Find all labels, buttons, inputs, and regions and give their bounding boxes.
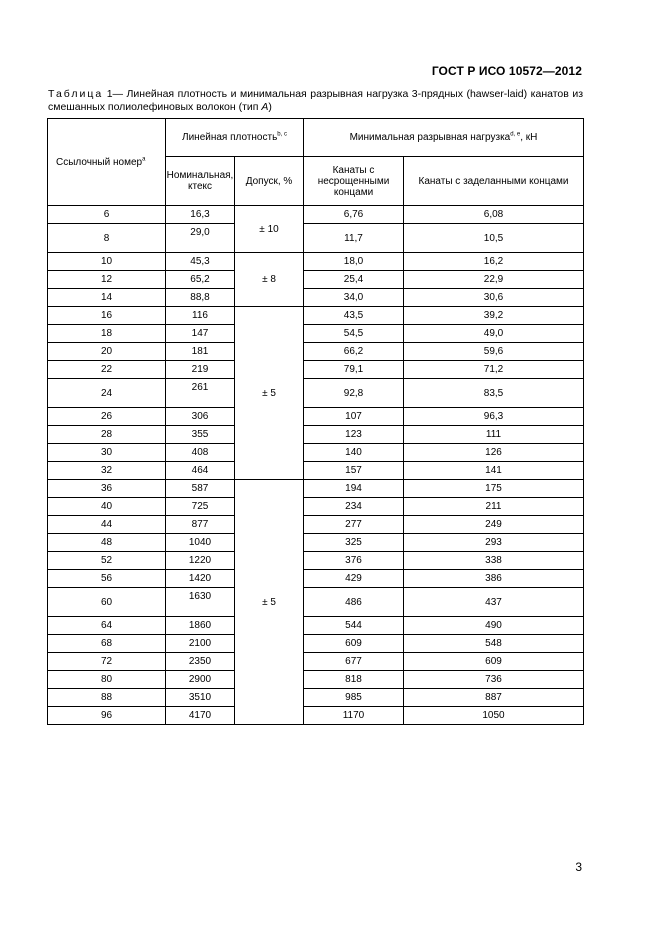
table-cell: 36 — [48, 480, 166, 498]
table-cell: 68 — [48, 635, 166, 653]
table-cell: 293 — [404, 534, 584, 552]
table-cell: 49,0 — [404, 325, 584, 343]
table-cell: 261 — [166, 379, 235, 408]
table-row — [48, 343, 584, 361]
table-cell: 56 — [48, 570, 166, 588]
table-cell: 6,76 — [304, 206, 404, 224]
table-cell: 2100 — [166, 635, 235, 653]
table-cell: 45,3 — [166, 253, 235, 271]
caption-number: 1 — [106, 88, 113, 100]
table-cell: 71,2 — [404, 361, 584, 379]
header-nominal: Номинальная, ктекс — [166, 157, 235, 206]
table-cell: 22 — [48, 361, 166, 379]
table-cell: 1420 — [166, 570, 235, 588]
table-cell: 20 — [48, 343, 166, 361]
table-cell: 30,6 — [404, 289, 584, 307]
caption-closing: ) — [268, 101, 272, 113]
table-cell: 429 — [304, 570, 404, 588]
table-cell: 54,5 — [304, 325, 404, 343]
table-cell: 44 — [48, 516, 166, 534]
table-cell: 39,2 — [404, 307, 584, 325]
table-cell: 1170 — [304, 707, 404, 725]
table-cell: 3510 — [166, 689, 235, 707]
table-cell: 10 — [48, 253, 166, 271]
table-cell: 544 — [304, 617, 404, 635]
table-row — [48, 588, 584, 617]
table-cell: 2350 — [166, 653, 235, 671]
table-cell: 181 — [166, 343, 235, 361]
header-min-breaking-load: Минимальная разрывная нагрузка$^{d, e}$, кН — [304, 119, 584, 157]
table-cell: 29,0 — [166, 224, 235, 253]
table-cell: 140 — [304, 444, 404, 462]
table-cell: 88 — [48, 689, 166, 707]
table-cell: 80 — [48, 671, 166, 689]
table-row — [48, 253, 584, 271]
table-cell: 355 — [166, 426, 235, 444]
table-cell: 10,5 — [404, 224, 584, 253]
table-cell: 79,1 — [304, 361, 404, 379]
table-row — [48, 689, 584, 707]
table-row — [48, 462, 584, 480]
table-cell: 818 — [304, 671, 404, 689]
table-cell: 887 — [404, 689, 584, 707]
standard-designation: ГОСТ Р ИСО 10572—2012 — [431, 64, 582, 78]
table-row — [48, 444, 584, 462]
header-linear-density: Линейная плотность$^{b, c}$ — [166, 119, 304, 157]
table-cell: 107 — [304, 408, 404, 426]
tolerance-cell: ± 8 — [235, 253, 304, 307]
table-cell: 116 — [166, 307, 235, 325]
table-cell: 985 — [304, 689, 404, 707]
table-cell: 1630 — [166, 588, 235, 617]
table-cell: 1040 — [166, 534, 235, 552]
rope-properties-table — [47, 118, 584, 725]
table-row — [48, 426, 584, 444]
table-row — [48, 307, 584, 325]
table-cell: 8 — [48, 224, 166, 253]
table-cell: 486 — [304, 588, 404, 617]
table-cell: 26 — [48, 408, 166, 426]
table-row — [48, 617, 584, 635]
table-row — [48, 206, 584, 224]
table-cell: 725 — [166, 498, 235, 516]
table-cell: 92,8 — [304, 379, 404, 408]
tolerance-cell: ± 5 — [235, 307, 304, 480]
table-cell: 2900 — [166, 671, 235, 689]
table-row — [48, 224, 584, 253]
table-cell: 96 — [48, 707, 166, 725]
table-cell: 147 — [166, 325, 235, 343]
table-row — [48, 570, 584, 588]
table-row — [48, 480, 584, 498]
table-row — [48, 325, 584, 343]
table-cell: 157 — [304, 462, 404, 480]
table-cell: 30 — [48, 444, 166, 462]
table-cell: 1860 — [166, 617, 235, 635]
table-cell: 1050 — [404, 707, 584, 725]
table-cell: 59,6 — [404, 343, 584, 361]
table-row — [48, 653, 584, 671]
table-cell: 6,08 — [404, 206, 584, 224]
table-cell: 249 — [404, 516, 584, 534]
table-cell: 386 — [404, 570, 584, 588]
table-cell: 211 — [404, 498, 584, 516]
table-cell: 88,8 — [166, 289, 235, 307]
table-cell: 111 — [404, 426, 584, 444]
table-cell: 64 — [48, 617, 166, 635]
caption-type-letter: A — [261, 101, 269, 113]
table-row — [48, 379, 584, 408]
table-row — [48, 289, 584, 307]
table-cell: 60 — [48, 588, 166, 617]
table-cell: 609 — [404, 653, 584, 671]
table-row — [48, 552, 584, 570]
table-cell: 11,7 — [304, 224, 404, 253]
table-cell: 25,4 — [304, 271, 404, 289]
table-cell: 175 — [404, 480, 584, 498]
caption-text: — Линейная плотность и минимальная разрывная нагрузка 3-прядных (hawser-laid) канатов из смешанных полиолефиновых волокон (тип — [48, 88, 584, 113]
table-cell: 24 — [48, 379, 166, 408]
table-cell: 677 — [304, 653, 404, 671]
table-row — [48, 635, 584, 653]
table-cell: 32 — [48, 462, 166, 480]
table-caption — [48, 88, 583, 114]
header-reference-number: Ссылочный номер$^a$ — [48, 119, 166, 206]
table-row — [48, 361, 584, 379]
table-row — [48, 671, 584, 689]
table-cell: 490 — [404, 617, 584, 635]
table-row — [48, 498, 584, 516]
table-cell: 123 — [304, 426, 404, 444]
caption-label: Таблица — [48, 88, 104, 100]
header-unspliced: Канаты с несрощенными концами — [304, 157, 404, 206]
table-cell: 587 — [166, 480, 235, 498]
table-cell: 43,5 — [304, 307, 404, 325]
table-cell: 28 — [48, 426, 166, 444]
table-cell: 16 — [48, 307, 166, 325]
table-cell: 4170 — [166, 707, 235, 725]
table-cell: 437 — [404, 588, 584, 617]
table-cell: 52 — [48, 552, 166, 570]
table-cell: 277 — [304, 516, 404, 534]
table-cell: 736 — [404, 671, 584, 689]
table-cell: 234 — [304, 498, 404, 516]
table-cell: 34,0 — [304, 289, 404, 307]
table-cell: 1220 — [166, 552, 235, 570]
table-cell: 22,9 — [404, 271, 584, 289]
table-row — [48, 516, 584, 534]
page-number: 3 — [575, 860, 582, 874]
header-tolerance: Допуск, % — [235, 157, 304, 206]
table-row — [48, 271, 584, 289]
table-cell: 376 — [304, 552, 404, 570]
table-cell: 96,3 — [404, 408, 584, 426]
table-cell: 464 — [166, 462, 235, 480]
table-cell: 16,3 — [166, 206, 235, 224]
table-cell: 40 — [48, 498, 166, 516]
table-cell: 16,2 — [404, 253, 584, 271]
table-cell: 48 — [48, 534, 166, 552]
tolerance-cell: ± 10 — [235, 206, 304, 253]
table-cell: 338 — [404, 552, 584, 570]
table-row — [48, 707, 584, 725]
header-spliced: Канаты с заделанными концами — [404, 157, 584, 206]
table-cell: 12 — [48, 271, 166, 289]
table-cell: 325 — [304, 534, 404, 552]
table-cell: 66,2 — [304, 343, 404, 361]
table-cell: 18,0 — [304, 253, 404, 271]
table-cell: 194 — [304, 480, 404, 498]
table-row — [48, 408, 584, 426]
table-cell: 65,2 — [166, 271, 235, 289]
table-cell: 6 — [48, 206, 166, 224]
table-cell: 83,5 — [404, 379, 584, 408]
tolerance-cell: ± 5 — [235, 480, 304, 725]
table-row — [48, 534, 584, 552]
table-cell: 548 — [404, 635, 584, 653]
table-cell: 18 — [48, 325, 166, 343]
table-cell: 609 — [304, 635, 404, 653]
table-cell: 306 — [166, 408, 235, 426]
table-cell: 877 — [166, 516, 235, 534]
table-cell: 219 — [166, 361, 235, 379]
table-cell: 126 — [404, 444, 584, 462]
table-cell: 408 — [166, 444, 235, 462]
table-cell: 141 — [404, 462, 584, 480]
table-cell: 14 — [48, 289, 166, 307]
table-cell: 72 — [48, 653, 166, 671]
